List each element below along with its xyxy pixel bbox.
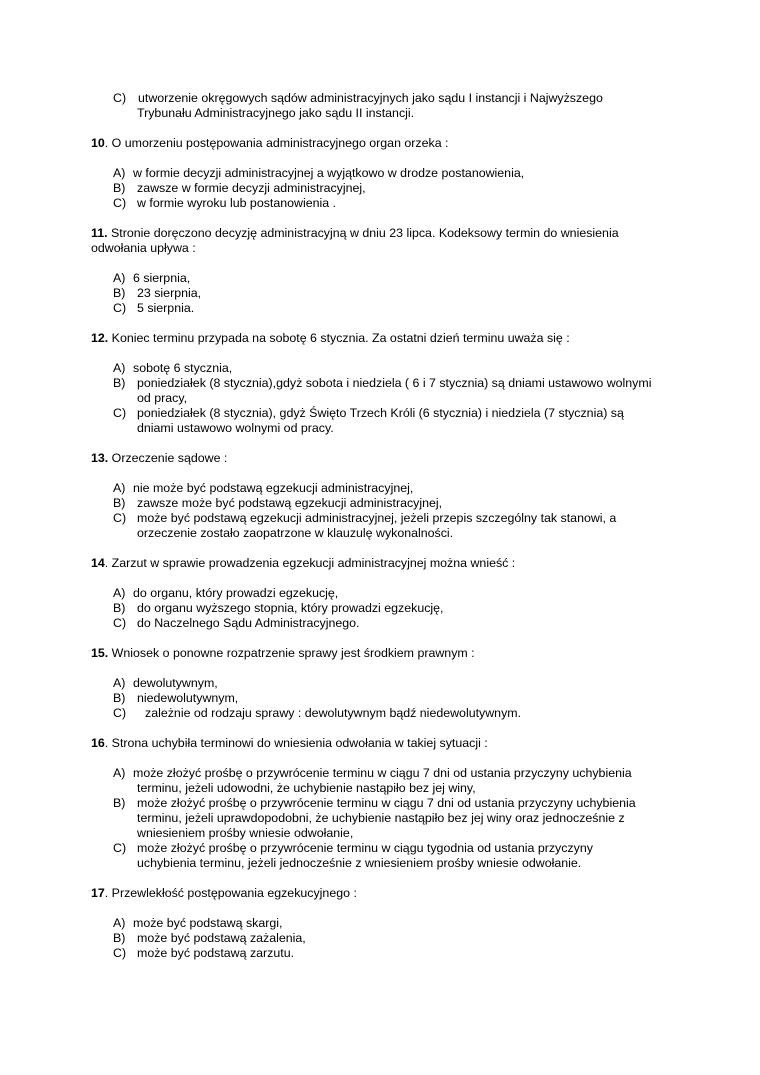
option-12-c-continuation: dniami ustawowo wolnymi od pracy. <box>137 421 334 435</box>
option-text: zawsze w formie decyzji administracyjnej, <box>137 181 366 195</box>
option-text: w formie decyzji administracyjnej a wyjątkowo w drodze postanowienia, <box>133 166 525 180</box>
option-letter: A) <box>113 916 126 930</box>
option-letter: B) <box>113 691 126 705</box>
option-letter: B) <box>113 181 126 195</box>
question-12 <box>91 331 681 346</box>
question-number: 10 <box>91 136 105 150</box>
option-text: może być podstawą zarzutu. <box>137 946 295 960</box>
option-text: utworzenie okręgowych sądów administracyjnych jako sądu I instancji i Najwyższego <box>138 91 603 105</box>
question-number: 15. <box>91 646 109 660</box>
option-text: do organu, który prowadzi egzekucję, <box>133 586 339 600</box>
option-letter: B) <box>113 376 126 390</box>
option-text: może złożyć prośbę o przywrócenie terminu w ciągu tygodnia od ustania przyczyny <box>137 841 593 855</box>
option-letter: A) <box>113 481 126 495</box>
option-text: poniedziałek (8 stycznia), gdyż Święto Trzech Króli (6 stycznia) i niedziela (7 stycznia) są <box>137 406 624 420</box>
option-letter: B) <box>113 931 126 945</box>
option-letter: C) <box>113 706 127 720</box>
option-text: może być podstawą egzekucji administracyjnej, jeżeli przepis szczególny tak stanowi, a <box>137 511 617 525</box>
option-text: 5 sierpnia. <box>137 301 195 315</box>
option-12-b-continuation: od pracy, <box>137 391 188 405</box>
question-15 <box>91 646 681 661</box>
question-text: Koniec terminu przypada na sobotę 6 stycznia. Za ostatni dzień terminu uważa się : <box>108 331 570 345</box>
option-text: może złożyć prośbę o przywrócenie terminu w ciągu 7 dni od ustania przyczyny uchybienia <box>137 796 636 810</box>
option-letter: C) <box>113 946 127 960</box>
question-13 <box>91 451 681 466</box>
option-text: poniedziałek (8 stycznia),gdyż sobota i niedziela ( 6 i 7 stycznia) są dniami ustawowo wolnymi <box>137 376 652 390</box>
option-text: może być podstawą zażalenia, <box>137 931 306 945</box>
option-text: dewolutywnym, <box>133 676 218 690</box>
question-text: Orzeczenie sądowe : <box>108 451 228 465</box>
option-letter: C) <box>113 406 127 420</box>
option-text: do Naczelnego Sądu Administracyjnego. <box>137 616 360 630</box>
question-text: Wniosek o ponowne rozpatrzenie sprawy jest środkiem prawnym : <box>108 646 475 660</box>
question-number: 13. <box>91 451 109 465</box>
option-13-c-continuation: orzeczenie zostało zaopatrzone w klauzulę wykonalności. <box>137 526 454 540</box>
option-text: zależnie od rodzaju sprawy : dewolutywnym bądź niedewolutywnym. <box>145 706 522 720</box>
option-text: do organu wyższego stopnia, który prowadzi egzekucję, <box>137 601 444 615</box>
question-text: . O umorzeniu postępowania administracyjnego organ orzeka : <box>104 136 449 150</box>
option-letter: A) <box>113 166 126 180</box>
option-letter: A) <box>113 361 126 375</box>
option-letter: A) <box>113 271 126 285</box>
option-text: nie może być podstawą egzekucji administracyjnej, <box>133 481 414 495</box>
option-text: niedewolutywnym, <box>137 691 239 705</box>
option-letter: C) <box>113 91 127 105</box>
option-letter: B) <box>113 286 126 300</box>
option-letter: A) <box>113 766 126 780</box>
question-number: 16 <box>91 736 105 750</box>
option-text: może być podstawą skargi, <box>133 916 283 930</box>
option-letter: C) <box>113 616 127 630</box>
question-number: 11. <box>91 226 108 240</box>
option-letter: B) <box>113 796 126 810</box>
question-text: Stronie doręczono decyzję administracyjną w dniu 23 lipca. Kodeksowy termin do wniesienia <box>107 226 619 240</box>
question-number: 17 <box>91 886 105 900</box>
question-number: 14 <box>91 556 105 570</box>
option-text-continuation: Trybunału Administracyjnego jako sądu II instancji. <box>137 106 415 120</box>
option-text: zawsze może być podstawą egzekucji administracyjnej, <box>137 496 443 510</box>
option-16-c-continuation: uchybienia terminu, jeżeli jednocześnie z wniesieniem prośby wniesie odwołanie. <box>137 856 582 870</box>
option-letter: C) <box>113 301 127 315</box>
option-letter: B) <box>113 496 126 510</box>
option-16-a-continuation: terminu, jeżeli udowodni, że uchybienie nastąpiło bez jej winy, <box>137 781 476 795</box>
option-text: sobotę 6 stycznia, <box>133 361 233 375</box>
option-16-b-continuation-2: wniesieniem prośby wniesie odwołanie, <box>137 826 354 840</box>
question-text: . Strona uchybiła terminowi do wniesienia odwołania w takiej sytuacji : <box>104 736 488 750</box>
question-text: . Przewlekłość postępowania egzekucyjnego : <box>104 886 357 900</box>
option-text: 23 sierpnia, <box>137 286 202 300</box>
question-text: . Zarzut w sprawie prowadzenia egzekucji administracyjnej można wnieść : <box>104 556 516 570</box>
option-text: 6 sierpnia, <box>133 271 191 285</box>
option-letter: B) <box>113 601 126 615</box>
option-letter: C) <box>113 841 127 855</box>
option-letter: C) <box>113 511 127 525</box>
question-number: 12. <box>91 331 109 345</box>
option-text: może złożyć prośbę o przywrócenie terminu w ciągu 7 dni od ustania przyczyny uchybienia <box>133 766 632 780</box>
option-letter: C) <box>113 196 127 210</box>
question-17 <box>91 886 681 901</box>
question-11 <box>91 226 681 241</box>
question-14 <box>91 556 681 571</box>
question-10 <box>91 136 681 151</box>
question-16 <box>91 736 681 751</box>
question-11-continuation: odwołania upływa : <box>91 241 196 255</box>
option-text: w formie wyroku lub postanowienia . <box>137 196 337 210</box>
option-letter: A) <box>113 676 126 690</box>
option-16-b-continuation-1: terminu, jeżeli uprawdopodobni, że uchybienie nastąpiło bez jej winy oraz jednocześnie z <box>137 811 625 825</box>
option-letter: A) <box>113 586 126 600</box>
